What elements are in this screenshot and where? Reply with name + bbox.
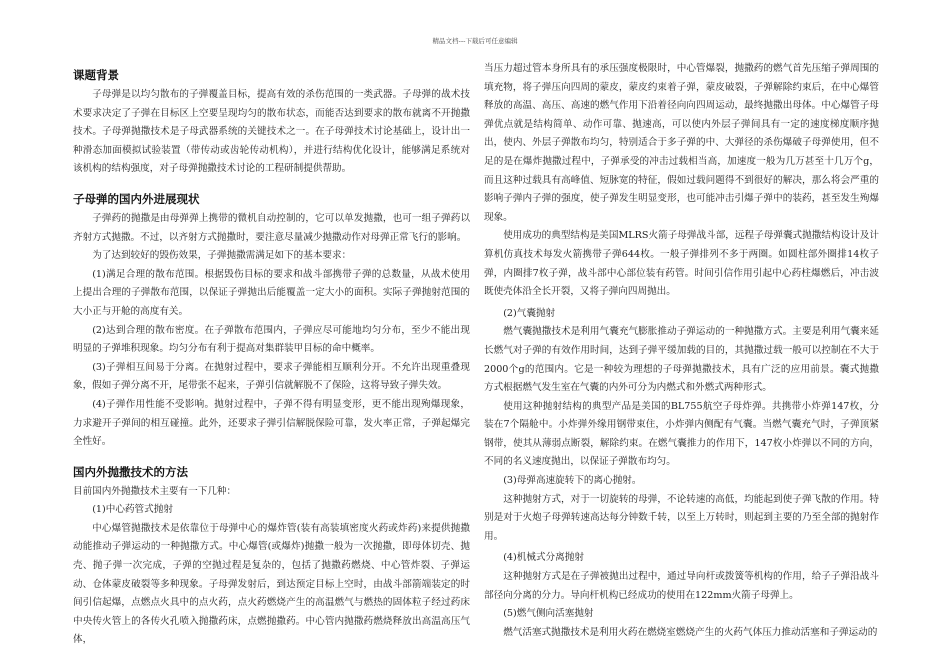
paragraph: 使用这种抛射结构的典型产品是美国的BL755航空子母炸弹。共携带小炸弹147枚，分装在7个隔舱中。小炸弹外缘用钢带束住，小炸弹内侧配有气囊。当燃气囊充气时，子弹顶紧钢带，使其从薄弱点断裂，解除约束。在燃气囊推力的作用下，147枚小炸弹以不同的方向，不同的名义速度抛出，以保证子弹散布均匀。 xyxy=(484,400,879,468)
page-header: 精品文档---下载后可任意编辑 xyxy=(432,37,518,45)
paragraph: 子弹药的抛撒是由母弹弹上携带的微机自动控制的，它可以单发抛撒，也可一组子弹药以齐射方式抛撒。不过，以齐射方式抛撒时，要注意尽量减少抛撒动作对母弹正常飞行的影响。 xyxy=(73,212,470,243)
paragraph: 这种抛射方式，对于一切旋转的母弹，不论转速的高低，均能起到使子弹飞散的作用。特别是对于火炮子母弹转速高达每分钟数千转，以至上万转时，则起到主要的乃至全部的抛射作用。 xyxy=(484,493,879,542)
list-item: (1)满足合理的散布范围。根据毁伤目标的要求和战斗部携带子弹的总数量，从战术使用上提出合理的子弹散布范围，以保证子弹抛出后能覆盖一定大小的面积。实际子弹抛射范围的大小正与开舱的高度有关。 xyxy=(73,268,470,317)
paragraph: 目前国内外抛撒技术主要有一下几种： xyxy=(73,485,237,497)
paragraph: 燃气囊抛撒技术是利用气囊充气膨胀推动子弹运动的一种抛撒方式。主要是利用气囊来延长燃气对子弹的有效作用时间，达到子弹平缓加载的目的，其抛撒过载一般可以控制在不大于2000个g的范围内。它是一种较为理想的子母弹抛撒技术，具有广泛的应用前景。囊式抛撒方式根据燃气发生室在气囊的内外可分为内燃式和外燃式两种形式。 xyxy=(484,326,879,394)
subheading: (5)燃气侧向活塞抛射 xyxy=(503,608,594,620)
subheading: (2)气囊抛射 xyxy=(503,307,556,319)
heading-background: 课题背景 xyxy=(73,68,119,82)
paragraph: 当压力超过管本身所具有的承压强度极限时，中心管爆裂，抛撒药的燃气首先压缩子弹周围的填充物，将子弹压向四周的蒙皮，蒙皮约束着子弹，蒙皮破裂，子弹解除约束后，在中心爆管释放的高温、高压、高速的燃气作用下沿着径向向四周运动，最终抛撒出母体。中心爆管子母弹优点就是结构简单、动作可靠、抛速高，可以使内外层子弹间具有一定的速度梯度顺序抛出，使内、外层子弹散布均匀，特别适合于多子弹的中、大弹径的杀伤爆破子母弹使用，但不足的是在爆炸抛撒过程中，子弹承受的冲击过载相当高，加速度一般为几万甚至十几万个g，而且这种过载具有高峰值、短脉宽的特征，假如过载问题得不到很好的解决，那么将会严重的影响子弹内子弹的强度，使子弹发生明显变形，也可能冲击引爆子弹中的装药，甚至发生殉爆现象。 xyxy=(484,63,879,223)
paragraph: 子母弹是以均匀散布的子弹覆盖目标，提高有效的杀伤范围的一类武器。子母弹的战术技术要求决定了子弹在目标区上空要呈现均匀的散布状态，而能否达到要求的散布就离不开抛撒技术。子母弹抛撒技术是子母武器系统的关键技术之一。在子母弹技术讨论基础上，设计出一种滑态加面模拟试验装置（带传动或齿轮传动机构），并进行结构优化设计，能够满足系统对该机构的结构强度，对子母弹抛撒技术讨论的工程研制提供帮助。 xyxy=(73,89,470,175)
paragraph: 为了达到较好的毁伤效果，子弹抛撒需满足如下的基本要求： xyxy=(92,250,352,262)
paragraph: 燃气活塞式抛撒技术是利用火药在燃烧室燃烧产生的火药气体压力推动活塞和子弹运动的 xyxy=(503,626,878,638)
heading-methods: 国内外抛撒技术的方法 xyxy=(73,464,188,479)
list-item: (4)子弹作用性能不受影响。抛射过程中，子弹不得有明显变形，更不能出现殉爆现象，力求避开子弹间的相互碰撞。此外，还要求子弹引信解脱保险可靠，发火率正常，子弹起爆完全性好。 xyxy=(73,398,470,448)
list-item: (3)子弹相互间易于分离。在抛射过程中，要求子弹能相互顺利分开。不允许出现重叠现象，假如子弹分离不开，尾带张不起来，子弹引信就解脱不了保险，这将导致子弹失效。 xyxy=(73,361,470,392)
left-column xyxy=(73,60,470,650)
subheading: (1)中心药管式抛射 xyxy=(92,504,173,516)
paragraph: 中心爆管抛撒技术是依靠位于母弹中心的爆炸管(装有高装填密度火药或炸药)来提供抛撒动能推动子弹运动的一种抛撒方式。中心爆管(或爆炸)抛撒一般为一次抛撒，即母体切壳、抛壳、抛子弹一次完成，子弹的空抛过程是复杂的，包括了抛撒药燃烧、中心管炸裂、子弹运动、仓体蒙皮破裂等多种现象。子母弹发射后，到达预定目标上空时，由战斗部箭端装定的时间引信起爆，点燃点火具中的点火药，点火药燃烧产生的高温燃气与燃热的固体粒子经过药床中央传火管上的各传火孔喷入抛撒药床，点燃抛撒药。中心管内抛撒药燃烧释放出高温高压气体， xyxy=(73,522,470,646)
paragraph: 使用成功的典型结构是美国MLRS火箭子母弹战斗部，远程子母弹囊式抛撒结构设计及计算机仿真技术每发火箭携带子弹644枚。一般子弹排列不多于两圈。如圆柱部外圈排14枚子弹，内圈排7枚子弹，战斗部中心部位装有药管。时间引信作用引起中心药柱爆燃后，冲击波既使壳体沿全长开裂，又将子弹向四周抛出。 xyxy=(484,230,879,298)
subheading: (4)机械式分离抛射 xyxy=(503,552,584,564)
list-item: (2)达到合理的散布密度。在子弹散布范围内，子弹应尽可能地均匀分布，至少不能出现明显的子弹堆积现象。均匀分布有利于提高对集群装甲目标的命中概率。 xyxy=(73,324,470,355)
paragraph: 这种抛射方式是在子弹被抛出过程中，通过导向杆或拨簧等机构的作用，给子子弹沿战斗部径向分离的分力。导向杆机构已经成功的使用在122mm火箭子母弹上。 xyxy=(484,571,879,601)
subheading: (3)母弹高速旋转下的离心抛射。 xyxy=(503,475,642,487)
heading-status: 子母弹的国内外进展现状 xyxy=(73,191,200,206)
right-column xyxy=(484,60,879,642)
